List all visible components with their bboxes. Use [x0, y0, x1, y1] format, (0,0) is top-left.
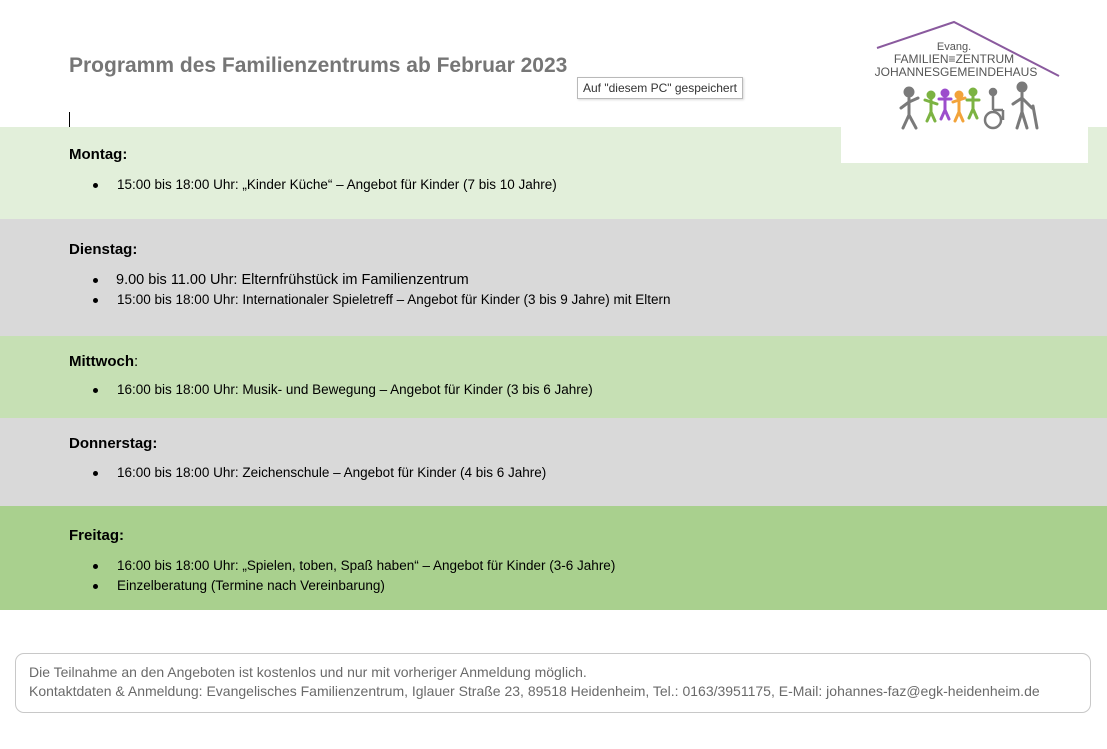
logo: [841, 0, 1088, 163]
footer-line-participation: Die Teilnahme an den Angeboten ist kostenlos und nur mit vorheriger Anmeldung möglich.: [29, 664, 587, 680]
day-items: [0, 175, 557, 195]
day-items: [0, 556, 615, 596]
day-section-freitag: [0, 506, 1107, 610]
list-item: 9.00 bis 11.00 Uhr: Elternfrühstück im Familienzentrum: [0, 270, 671, 290]
day-items: [0, 463, 546, 483]
day-items: [0, 380, 593, 400]
day-section-mittwoch: [0, 336, 1107, 418]
day-label: Montag:: [69, 146, 128, 163]
day-items: [0, 270, 671, 310]
list-item: 15:00 bis 18:00 Uhr: Internationaler Spieletreff – Angebot für Kinder (3 bis 9 Jahre) mit Eltern: [0, 290, 671, 310]
list-item: 16:00 bis 18:00 Uhr: Musik- und Bewegung – Angebot für Kinder (3 bis 6 Jahre): [0, 380, 593, 400]
svg-text:FAMILIEN≡ZENTRUM: FAMILIEN≡ZENTRUM: [893, 52, 1015, 66]
house-logo-icon: [841, 0, 1088, 163]
list-item: 15:00 bis 18:00 Uhr: „Kinder Küche“ – Angebot für Kinder (7 bis 10 Jahre): [0, 175, 557, 195]
footer-line-contact: Kontaktdaten & Anmeldung: Evangelisches Familienzentrum, Iglauer Straße 23, 89518 Heidenheim, Tel.: 0163/3951175, E-Mail: johannes-faz@egk-heidenheim.de: [29, 683, 1040, 699]
day-section-dienstag: [0, 219, 1107, 336]
day-label: Dienstag:: [69, 241, 138, 258]
day-section-donnerstag: [0, 418, 1107, 506]
list-item: 16:00 bis 18:00 Uhr: Zeichenschule – Angebot für Kinder (4 bis 6 Jahre): [0, 463, 546, 483]
day-label: Donnerstag:: [69, 435, 158, 452]
day-label: Mittwoch:: [69, 353, 139, 370]
svg-text:JOHANNESGEMEINDEHAUS: JOHANNESGEMEINDEHAUS: [874, 65, 1038, 79]
svg-text:Evang.: Evang.: [936, 41, 972, 53]
day-label: Freitag:: [69, 527, 125, 544]
list-item: Einzelberatung (Termine nach Vereinbarung): [0, 576, 615, 596]
saved-status-tooltip: Auf "diesem PC" gespeichert: [577, 77, 743, 99]
page-title: Programm des Familienzentrums ab Februar 2023: [69, 54, 568, 77]
footer-info-box: [15, 653, 1091, 713]
list-item: 16:00 bis 18:00 Uhr: „Spielen, toben, Spaß haben“ – Angebot für Kinder (3-6 Jahre): [0, 556, 615, 576]
